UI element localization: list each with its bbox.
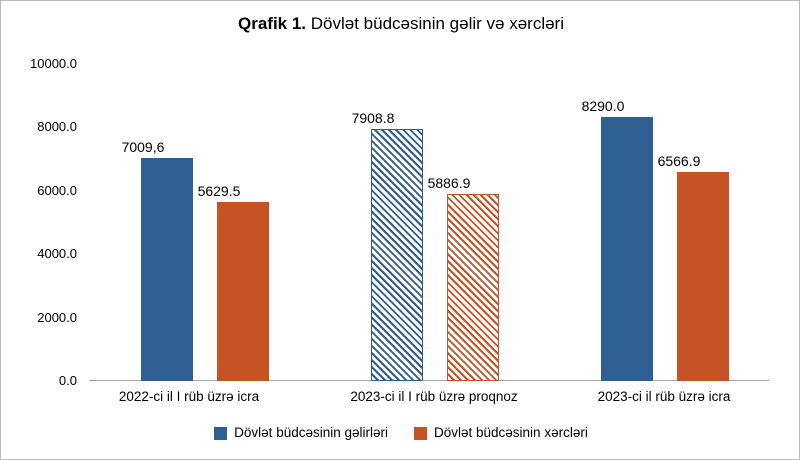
legend-label-expense: Dövlət büdcəsinin xərcləri [434, 425, 588, 440]
bar-label-revenue-2023-icra: 8290.0 [581, 98, 625, 114]
chart-title [1, 13, 800, 35]
chart-title-prefix: Qrafik 1. [238, 14, 307, 33]
chart-legend [1, 425, 800, 441]
y-tick-label-4000: 4000.0 [37, 246, 77, 261]
legend-swatch-revenue-icon [214, 427, 227, 440]
bar-label-revenue-2023-proqnoz: 7908.8 [351, 110, 395, 126]
legend-item-expense[interactable] [414, 425, 588, 441]
bar-expense-2023-icra[interactable] [677, 172, 729, 381]
plot-area [89, 63, 769, 381]
y-tick-label-2000: 2000.0 [37, 310, 77, 325]
category-label-2023-proqnoz: 2023-ci il I rüb üzrə proqnoz [350, 389, 518, 404]
category-label-2022-icra: 2022-ci il I rüb üzrə icra [118, 389, 260, 404]
bar-group-2023-icra [579, 63, 779, 381]
bar-expense-2023-proqnoz[interactable] [447, 194, 499, 381]
bar-group-2022-icra [119, 63, 319, 381]
bar-expense-2022-icra[interactable] [217, 202, 269, 381]
y-tick-label-6000: 6000.0 [37, 183, 77, 198]
chart-title-rest: Dövlət büdcəsinin gəlir və xərcləri [306, 14, 564, 33]
bar-label-expense-2023-proqnoz: 5886.9 [427, 175, 471, 191]
bar-label-expense-2022-icra: 5629.5 [197, 183, 241, 199]
legend-swatch-expense-icon [414, 427, 427, 440]
category-label-2023-icra: 2023-ci il rüb üzrə icra [597, 389, 731, 404]
bar-label-revenue-2022-icra: 7009,6 [121, 139, 165, 155]
bar-revenue-2023-proqnoz[interactable] [371, 129, 423, 381]
legend-item-revenue[interactable] [214, 425, 388, 441]
bar-group-2023-proqnoz [349, 63, 549, 381]
y-tick-label-0: 0.0 [58, 373, 77, 388]
bar-label-expense-2023-icra: 6566.9 [657, 153, 701, 169]
y-tick-label-8000: 8000.0 [37, 119, 77, 134]
legend-label-revenue: Dövlət büdcəsinin gəlirləri [234, 425, 388, 440]
y-tick-label-10000: 10000.0 [30, 56, 77, 71]
